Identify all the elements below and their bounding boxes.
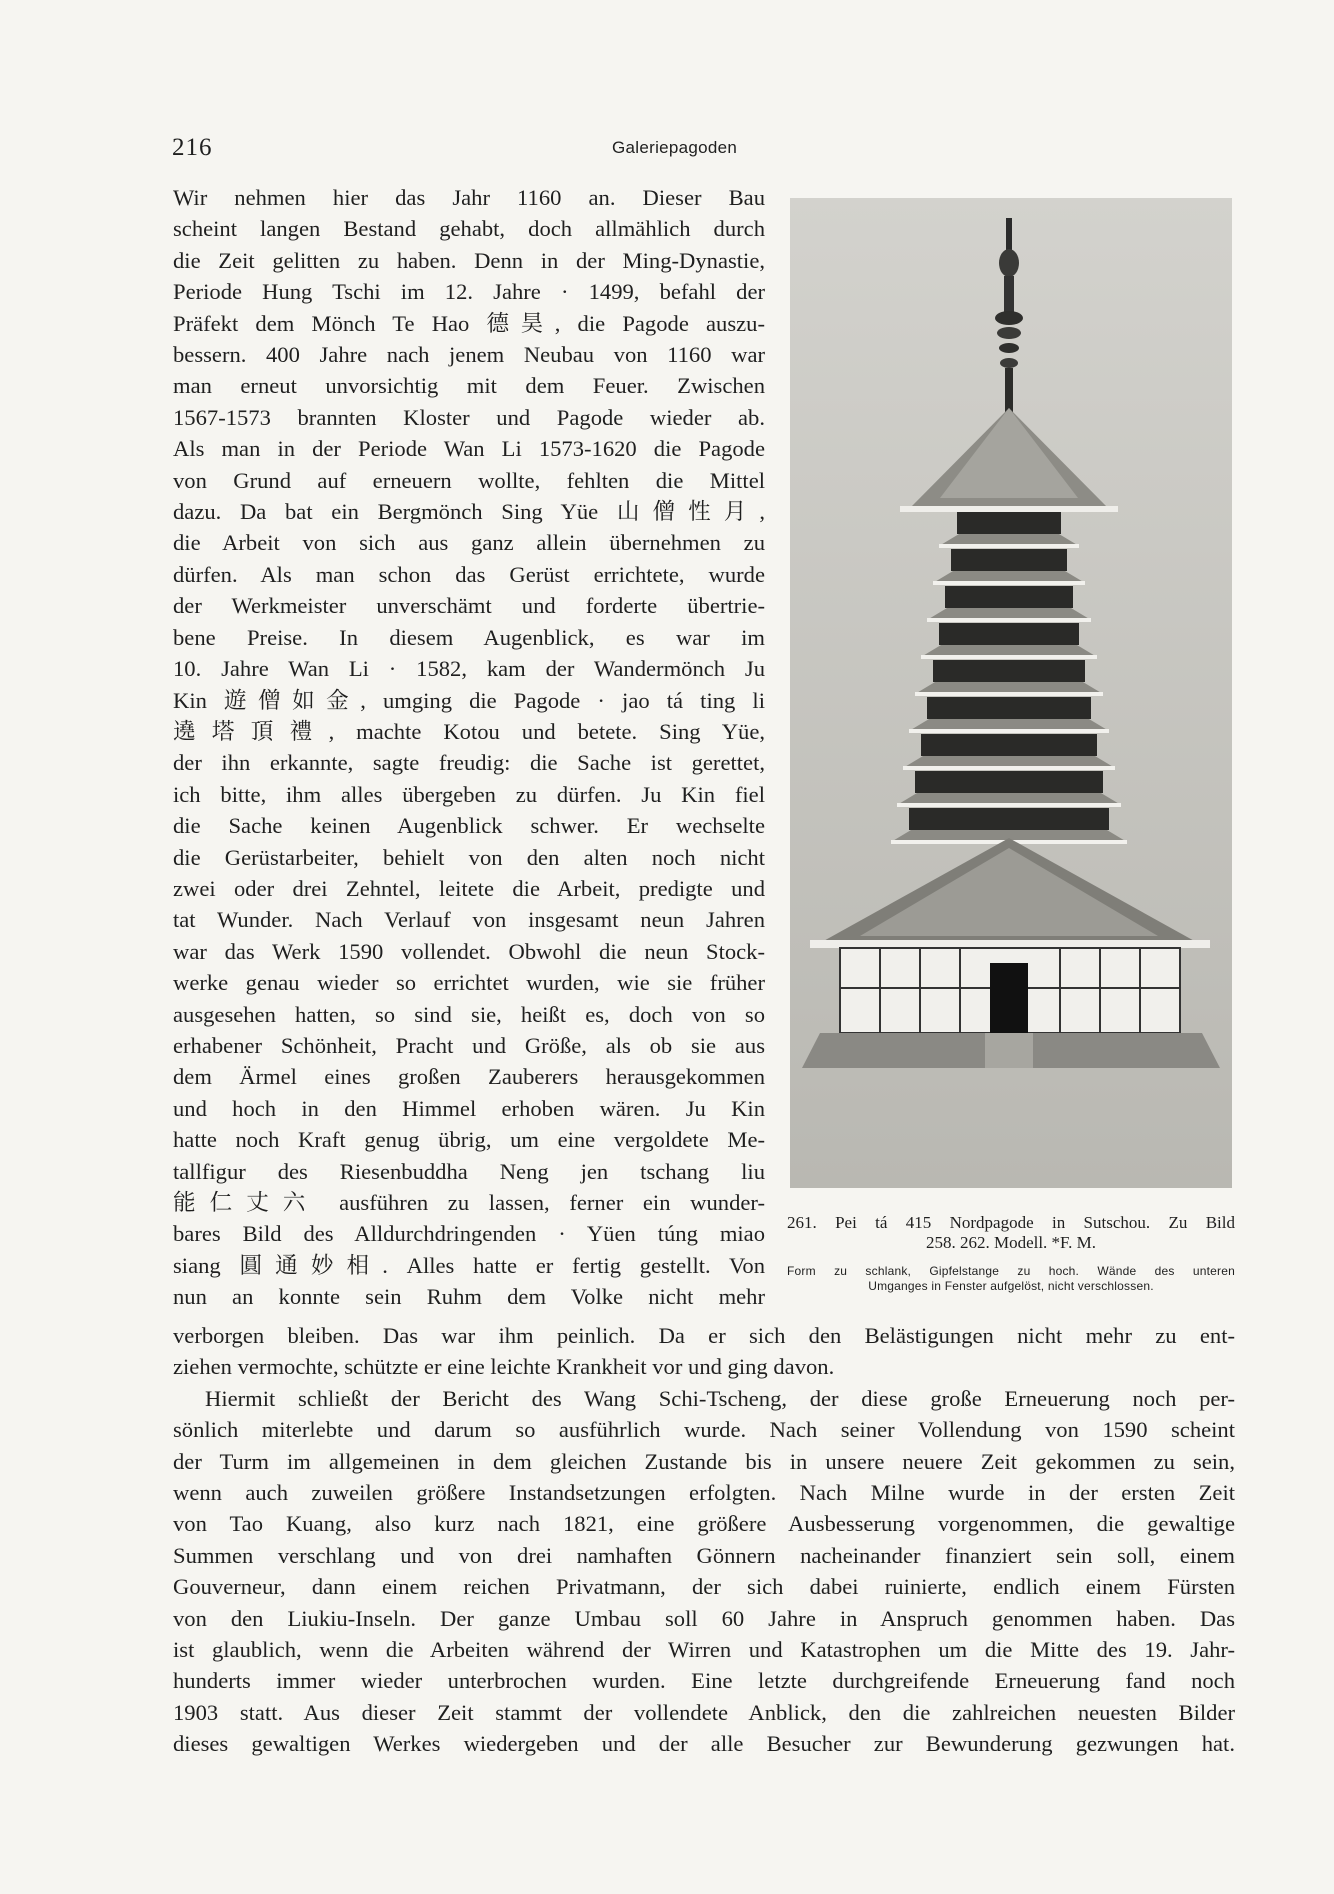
pagoda-eave-edge bbox=[903, 766, 1115, 770]
pagoda-story bbox=[957, 512, 1061, 534]
running-head: Galeriepagoden bbox=[612, 138, 738, 157]
text-line: der Werkmeister unverschämt und forderte übertrie- bbox=[173, 593, 765, 619]
note-line: Form zu schlank, Gipfelstange zu hoch. Wände des unteren bbox=[787, 1264, 1235, 1278]
text-line: bessern. 400 Jahre nach jenem Neubau von 1160 war bbox=[173, 342, 765, 368]
note-line: Umganges in Fenster aufgelöst, nicht verschlossen. bbox=[868, 1279, 1154, 1293]
text-line: die Arbeit von sich aus ganz allein übernehmen zu bbox=[173, 530, 765, 556]
pagoda-model-photo bbox=[790, 198, 1232, 1188]
pagoda-eave-edge bbox=[933, 581, 1085, 585]
pagoda-story bbox=[921, 734, 1097, 756]
pagoda-eave-edge bbox=[897, 803, 1121, 807]
text-line: erhabener Schönheit, Pracht und Größe, als ob sie aus bbox=[173, 1032, 765, 1058]
pagoda-eave-edge bbox=[915, 692, 1103, 696]
text-line: nun an konnte sein Ruhm dem Volke nicht mehr bbox=[173, 1284, 765, 1310]
text-line: 1903 statt. Aus dieser Zeit stammt der vollendete Anblick, den die zahlreichen neuesten Bilder bbox=[173, 1699, 1235, 1725]
text-line: dazu. Da bat ein Bergmönch Sing Yüe 山僧性月, bbox=[173, 499, 765, 525]
text-line: von Tao Kuang, also kurz nach 1821, eine größere Ausbesserung vorgenommen, die gewaltige bbox=[173, 1511, 1235, 1537]
text-line: tallfigur des Riesenbuddha Neng jen tschang liu bbox=[173, 1158, 765, 1184]
text-line: scheint langen Bestand gehabt, doch allmählich durch bbox=[173, 216, 765, 242]
pagoda-story bbox=[945, 586, 1073, 608]
text-line: siang 圓通妙相. Alles hatte er fertig gestellt. Von bbox=[173, 1252, 765, 1278]
figure-caption bbox=[787, 1213, 1235, 1253]
text-line: Kin 遊僧如金, umging die Pagode · jao tá ting li bbox=[173, 687, 765, 713]
column-paragraph bbox=[173, 182, 765, 1313]
text-line: der Turm im allgemeinen in dem gleichen Zustande bis in unsere neuere Zeit gekommen zu sein, bbox=[173, 1448, 1235, 1474]
text-line: bene Preise. In diesem Augenblick, es war im bbox=[173, 624, 765, 650]
text-line: 能仁丈六 ausführen zu lassen, ferner ein wunder- bbox=[173, 1190, 765, 1215]
text-line: ziehen vermochte, schützte er eine leichte Krankheit vor und ging davon. bbox=[173, 1354, 835, 1380]
caption-line: 261. Pei tá 415 Nordpagode in Sutschou. Zu Bild bbox=[787, 1213, 1235, 1232]
page-number: 216 bbox=[172, 134, 213, 161]
text-line: Gouverneur, dann einem reichen Privatmann, der sich dabei ruinierte, endlich einem Fürsten bbox=[173, 1574, 1235, 1600]
text-line: 遶塔頂禮, machte Kotou und betete. Sing Yüe, bbox=[173, 718, 765, 744]
caption-line: 258. 262. Modell. *F. M. bbox=[925, 1233, 1097, 1252]
pagoda-story bbox=[927, 697, 1091, 719]
text-line: ausgesehen hatten, so sind sie, heißt es, doch von so bbox=[173, 1001, 765, 1027]
text-line: war das Werk 1590 vollendet. Obwohl die neun Stock- bbox=[173, 938, 765, 964]
text-line: hunderts immer wieder unterbrochen wurden. Eine letzte durchgreifende Erneuerung fand noch bbox=[173, 1668, 1235, 1694]
text-line: dieses gewaltigen Werkes wiedergeben und der alle Besucher zur Bewunderung gezwungen hat. bbox=[173, 1731, 1235, 1757]
figure-261 bbox=[790, 198, 1232, 1188]
text-line: tat Wunder. Nach Verlauf von insgesamt neun Jahren bbox=[173, 907, 765, 933]
text-line: 10. Jahre Wan Li · 1582, kam der Wandermönch Ju bbox=[173, 656, 765, 682]
text-line: Präfekt dem Mönch Te Hao 德昊, die Pagode auszu- bbox=[173, 310, 765, 336]
text-line: die Sache keinen Augenblick schwer. Er wechselte bbox=[173, 813, 765, 839]
text-line: zwei oder drei Zehntel, leitete die Arbeit, predigte und bbox=[173, 875, 765, 901]
text-line: wenn auch zuweilen größere Instandsetzungen erfolgten. Nach Milne wurde in der ersten Zeit bbox=[173, 1480, 1235, 1506]
text-line: dem Ärmel eines großen Zauberers herausgekommen bbox=[173, 1064, 765, 1090]
pagoda-eave-edge bbox=[921, 655, 1097, 659]
full-width-paragraph bbox=[173, 1320, 1235, 1760]
text-line: 1567-1573 brannten Kloster und Pagode wieder ab. bbox=[173, 404, 765, 430]
text-line: und hoch in den Himmel erhoben wären. Ju Kin bbox=[173, 1095, 765, 1121]
text-line: die Gerüstarbeiter, behielt von den alten noch nicht bbox=[173, 844, 765, 870]
text-line: Periode Hung Tschi im 12. Jahre · 1499, befahl der bbox=[173, 279, 765, 305]
text-line: dürfen. Als man schon das Gerüst errichtete, wurde bbox=[173, 561, 765, 587]
text-line: von Grund auf erneuern wollte, fehlten die Mittel bbox=[173, 467, 765, 493]
text-line: der ihn erkannte, sagte freudig: die Sache ist gerettet, bbox=[173, 750, 765, 776]
text-line: von den Liukiu-Inseln. Der ganze Umbau soll 60 Jahre in Anspruch genommen haben. Das bbox=[173, 1605, 1235, 1631]
figure-note bbox=[787, 1264, 1235, 1294]
pagoda-eave-edge bbox=[927, 618, 1091, 622]
text-line: verborgen bleiben. Das war ihm peinlich. Da er sich den Belästigungen nicht mehr zu ent- bbox=[173, 1323, 1235, 1348]
text-line: ist glaublich, wenn die Arbeiten während der Wirren und Katastrophen um die Mitte des 19. Jahr- bbox=[173, 1637, 1235, 1663]
pagoda-story bbox=[909, 808, 1109, 830]
text-line: Als man in der Periode Wan Li 1573-1620 die Pagode bbox=[173, 436, 765, 462]
text-line: die Zeit gelitten zu haben. Denn in der Ming-Dynastie, bbox=[173, 247, 765, 273]
text-line: bares Bild des Alldurchdringenden · Yüen túng miao bbox=[173, 1221, 765, 1247]
text-line: sönlich miterlebte und darum so ausführlich wurde. Nach seiner Vollendung von 1590 scheint bbox=[173, 1417, 1235, 1443]
pagoda-story bbox=[933, 660, 1085, 682]
text-line: Wir nehmen hier das Jahr 1160 an. Dieser Bau bbox=[173, 185, 765, 210]
pagoda-eave-edge bbox=[939, 544, 1079, 548]
text-line: Hiermit schließt der Bericht des Wang Schi-Tscheng, der diese große Erneuerung noch per- bbox=[205, 1385, 1235, 1411]
text-line: hatte noch Kraft genug übrig, um eine vergoldete Me- bbox=[173, 1127, 765, 1153]
pagoda-story bbox=[915, 771, 1103, 793]
text-line: man erneut unvorsichtig mit dem Feuer. Zwischen bbox=[173, 373, 765, 399]
text-line: werke genau wieder so errichtet wurden, wie sie früher bbox=[173, 970, 765, 996]
pagoda-story bbox=[951, 549, 1067, 571]
text-line: Summen verschlang und von drei namhaften Gönnern nacheinander finanziert sein soll, einem bbox=[173, 1542, 1235, 1568]
pagoda-eave-edge bbox=[909, 729, 1109, 733]
text-line: ich bitte, ihm alles übergeben zu dürfen. Ju Kin fiel bbox=[173, 781, 765, 807]
pagoda-story bbox=[939, 623, 1079, 645]
